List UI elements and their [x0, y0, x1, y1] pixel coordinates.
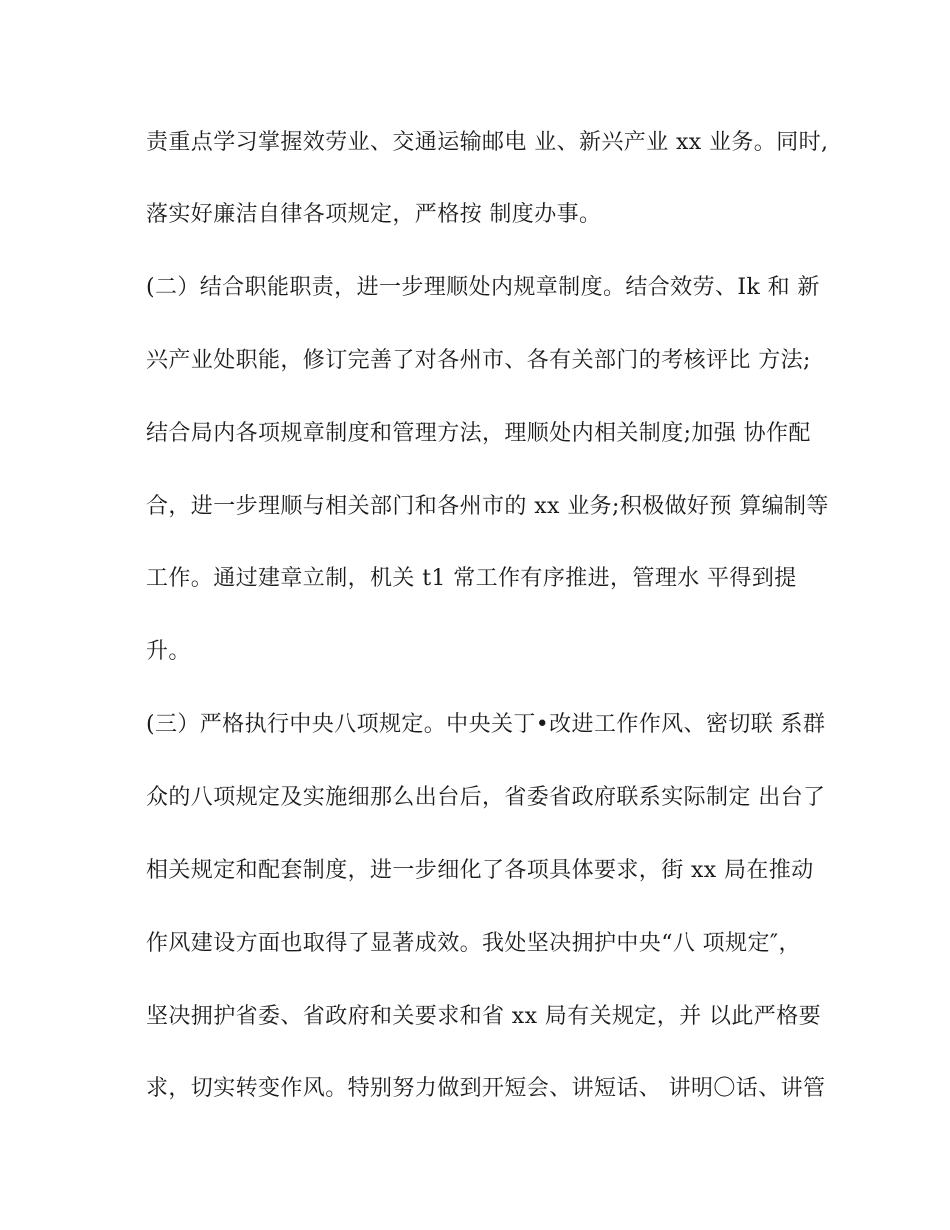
- text-line: 求，切实转变作风。特别努力做到开短会、讲短话、 讲明〇话、讲管: [146, 1076, 826, 1101]
- text-line: 合，进一步理顺与相关部门和各州市的 xx 业务;积极做好预 算编制等: [146, 494, 829, 519]
- text-line: 坚决拥护省委、省政府和关要求和省 xx 局有关规定，并 以此严格要: [146, 1004, 821, 1029]
- text-line: 相关规定和配套制度，进一步细化了各项具体要求，街 xx 局在推动: [146, 858, 814, 883]
- text-line: 落实好廉洁自律各项规定，严格按 制度办事。: [146, 202, 602, 227]
- text-line: 众的八项规定及实施细那么出台后，省委省政府联系实际制定 出台了: [146, 785, 826, 810]
- text-line: (二）结合职能职责，进一步理顺处内规章制度。结合效劳、Ik 和 新: [146, 275, 820, 300]
- text-line: 兴产业处职能，修订完善了对各州市、各有关部门的考核评比 方法;: [146, 348, 811, 373]
- text-line: 结合局内各项规章制度和管理方法，理顺处内相关制度;加强 协作配: [146, 421, 811, 446]
- text-line: 升。: [146, 639, 191, 664]
- text-line: 工作。通过建章立制，机关 t1 常工作有序推进，管理水 平得到提: [146, 566, 797, 591]
- text-line: 作风建设方面也取得了显著成效。我处坚决拥护中央“八 项规定″，: [146, 931, 801, 956]
- text-line: (三）严格执行中央八项规定。中央关丁•改进工作作风、密切联 系群: [146, 712, 826, 737]
- text-line: 责重点学习掌握效劳业、交通运输邮电 业、新兴产业 xx 业务。同时,: [146, 130, 829, 155]
